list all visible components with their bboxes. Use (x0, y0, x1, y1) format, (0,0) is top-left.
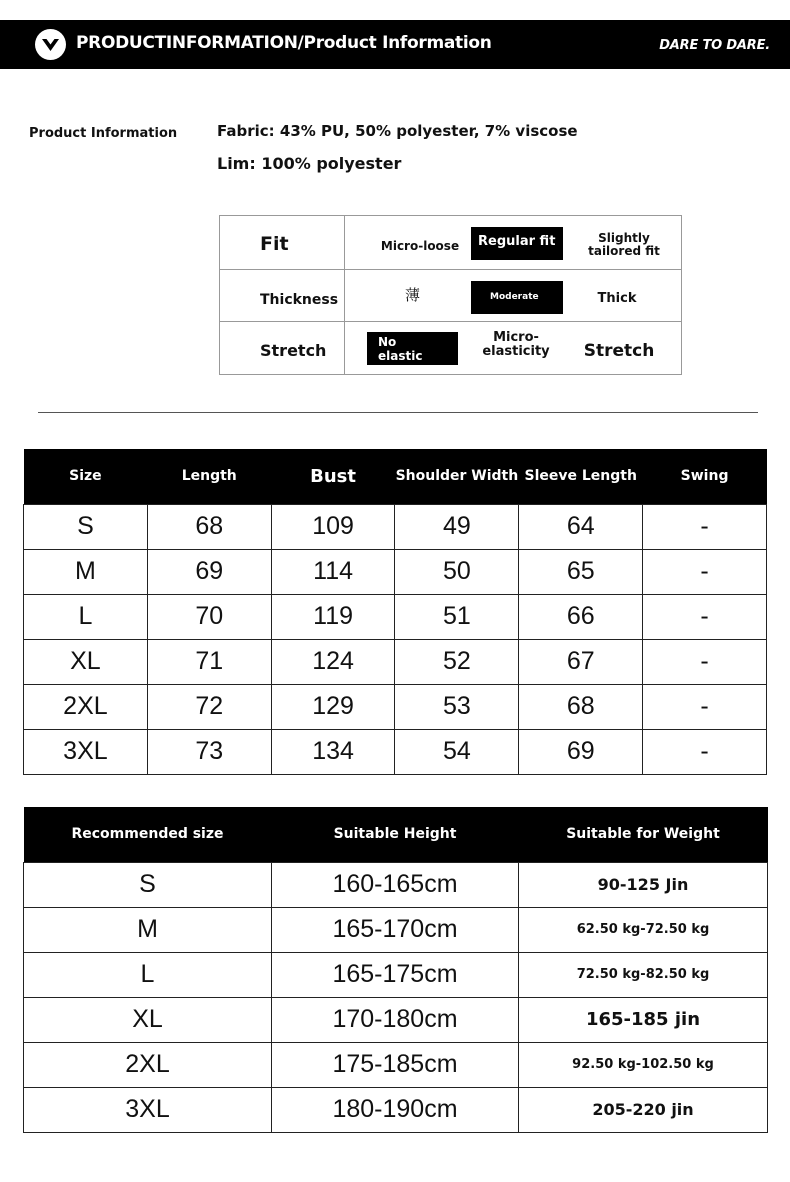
table-cell: 180-190cm (272, 1087, 519, 1132)
header-sleeve-length: Sleeve Length (519, 449, 643, 504)
table-cell: 73 (147, 729, 271, 774)
table-cell: 2XL (24, 1042, 272, 1087)
header-length: Length (147, 449, 271, 504)
table-cell: 170-180cm (272, 997, 519, 1042)
header-banner (0, 20, 790, 69)
table-cell: L (24, 594, 148, 639)
table-cell: 114 (271, 549, 395, 594)
table-cell: 134 (271, 729, 395, 774)
table-cell: 66 (519, 594, 643, 639)
table-cell: - (643, 639, 767, 684)
table-cell: 49 (395, 504, 519, 549)
table-row (24, 862, 768, 907)
table-cell: 124 (271, 639, 395, 684)
table-cell: 165-185 jin (519, 997, 768, 1042)
header-size: Size (24, 449, 148, 504)
table-cell: 71 (147, 639, 271, 684)
table-cell: - (643, 549, 767, 594)
fit-option-micro-loose: Micro-loose (380, 239, 460, 253)
table-cell: - (643, 504, 767, 549)
table-cell: 165-175cm (272, 952, 519, 997)
table-cell: 72.50 kg-82.50 kg (519, 952, 768, 997)
table-cell: - (643, 684, 767, 729)
table-cell: S (24, 862, 272, 907)
header-shoulder-width: Shoulder Width (395, 449, 519, 504)
table-cell: 160-165cm (272, 862, 519, 907)
table-row (24, 1042, 768, 1087)
table-cell: 3XL (24, 1087, 272, 1132)
table-cell: 165-170cm (272, 907, 519, 952)
table-cell: 175-185cm (272, 1042, 519, 1087)
chevron-down-badge-icon (35, 29, 66, 60)
size-chart-header-row (24, 449, 767, 504)
table-cell: 64 (519, 504, 643, 549)
table-cell: 62.50 kg-72.50 kg (519, 907, 768, 952)
fit-option-regular-selected: Regular fit (471, 227, 563, 260)
table-cell: 53 (395, 684, 519, 729)
header-bust: Bust (271, 449, 395, 504)
table-row (24, 639, 767, 684)
stretch-option-no-elastic-selected: No elastic (367, 332, 458, 365)
table-cell: 70 (147, 594, 271, 639)
header-recommended-size: Recommended size (24, 807, 272, 862)
table-cell: 90-125 Jin (519, 862, 768, 907)
recommended-header-row (24, 807, 768, 862)
table-row (24, 1087, 768, 1132)
table-cell: 65 (519, 549, 643, 594)
table-cell: 51 (395, 594, 519, 639)
lining-composition: Lim: 100% polyester (217, 154, 402, 173)
thickness-option-thick: Thick (597, 291, 637, 306)
fit-label: Fit (260, 233, 289, 255)
table-cell: 68 (147, 504, 271, 549)
header-suitable-weight: Suitable for Weight (519, 807, 768, 862)
stretch-option-micro-elasticity: Micro-elasticity (482, 330, 550, 360)
table-row (24, 907, 768, 952)
banner-slogan: DARE TO DARE. (659, 38, 770, 53)
table-row (24, 549, 767, 594)
thickness-option-thin: 薄 (404, 286, 420, 304)
table-cell: XL (24, 639, 148, 684)
table-cell: 129 (271, 684, 395, 729)
table-cell: 72 (147, 684, 271, 729)
table-cell: 52 (395, 639, 519, 684)
table-row (24, 729, 767, 774)
recommended-size-table (23, 807, 768, 1133)
table-cell: 109 (271, 504, 395, 549)
table-row (24, 594, 767, 639)
table-cell: M (24, 549, 148, 594)
table-row (24, 997, 768, 1042)
table-cell: 67 (519, 639, 643, 684)
table-row (24, 504, 767, 549)
header-suitable-height: Suitable Height (272, 807, 519, 862)
header-swing: Swing (643, 449, 767, 504)
table-cell: 3XL (24, 729, 148, 774)
fabric-composition: Fabric: 43% PU, 50% polyester, 7% viscose (217, 122, 578, 140)
banner-title: PRODUCTINFORMATION/Product Information (76, 33, 492, 53)
table-cell: 69 (519, 729, 643, 774)
table-cell: S (24, 504, 148, 549)
table-cell: - (643, 594, 767, 639)
table-cell: 119 (271, 594, 395, 639)
table-row (24, 952, 768, 997)
table-cell: L (24, 952, 272, 997)
table-cell: M (24, 907, 272, 952)
fit-option-slightly-tailored: Slightly tailored fit (588, 231, 660, 259)
table-cell: 69 (147, 549, 271, 594)
stretch-option-stretch: Stretch (583, 341, 655, 361)
section-divider (38, 412, 758, 413)
table-row (24, 684, 767, 729)
table-cell: 2XL (24, 684, 148, 729)
stretch-label: Stretch (260, 341, 327, 360)
product-info-label: Product Information (29, 126, 178, 141)
thickness-label: Thickness (260, 292, 339, 308)
table-cell: 68 (519, 684, 643, 729)
thickness-option-moderate-selected: Moderate (471, 281, 563, 314)
table-cell: 92.50 kg-102.50 kg (519, 1042, 768, 1087)
table-cell: 54 (395, 729, 519, 774)
size-chart-table (23, 449, 767, 775)
table-cell: 205-220 jin (519, 1087, 768, 1132)
attribute-table (219, 215, 682, 375)
table-cell: XL (24, 997, 272, 1042)
table-cell: - (643, 729, 767, 774)
table-cell: 50 (395, 549, 519, 594)
